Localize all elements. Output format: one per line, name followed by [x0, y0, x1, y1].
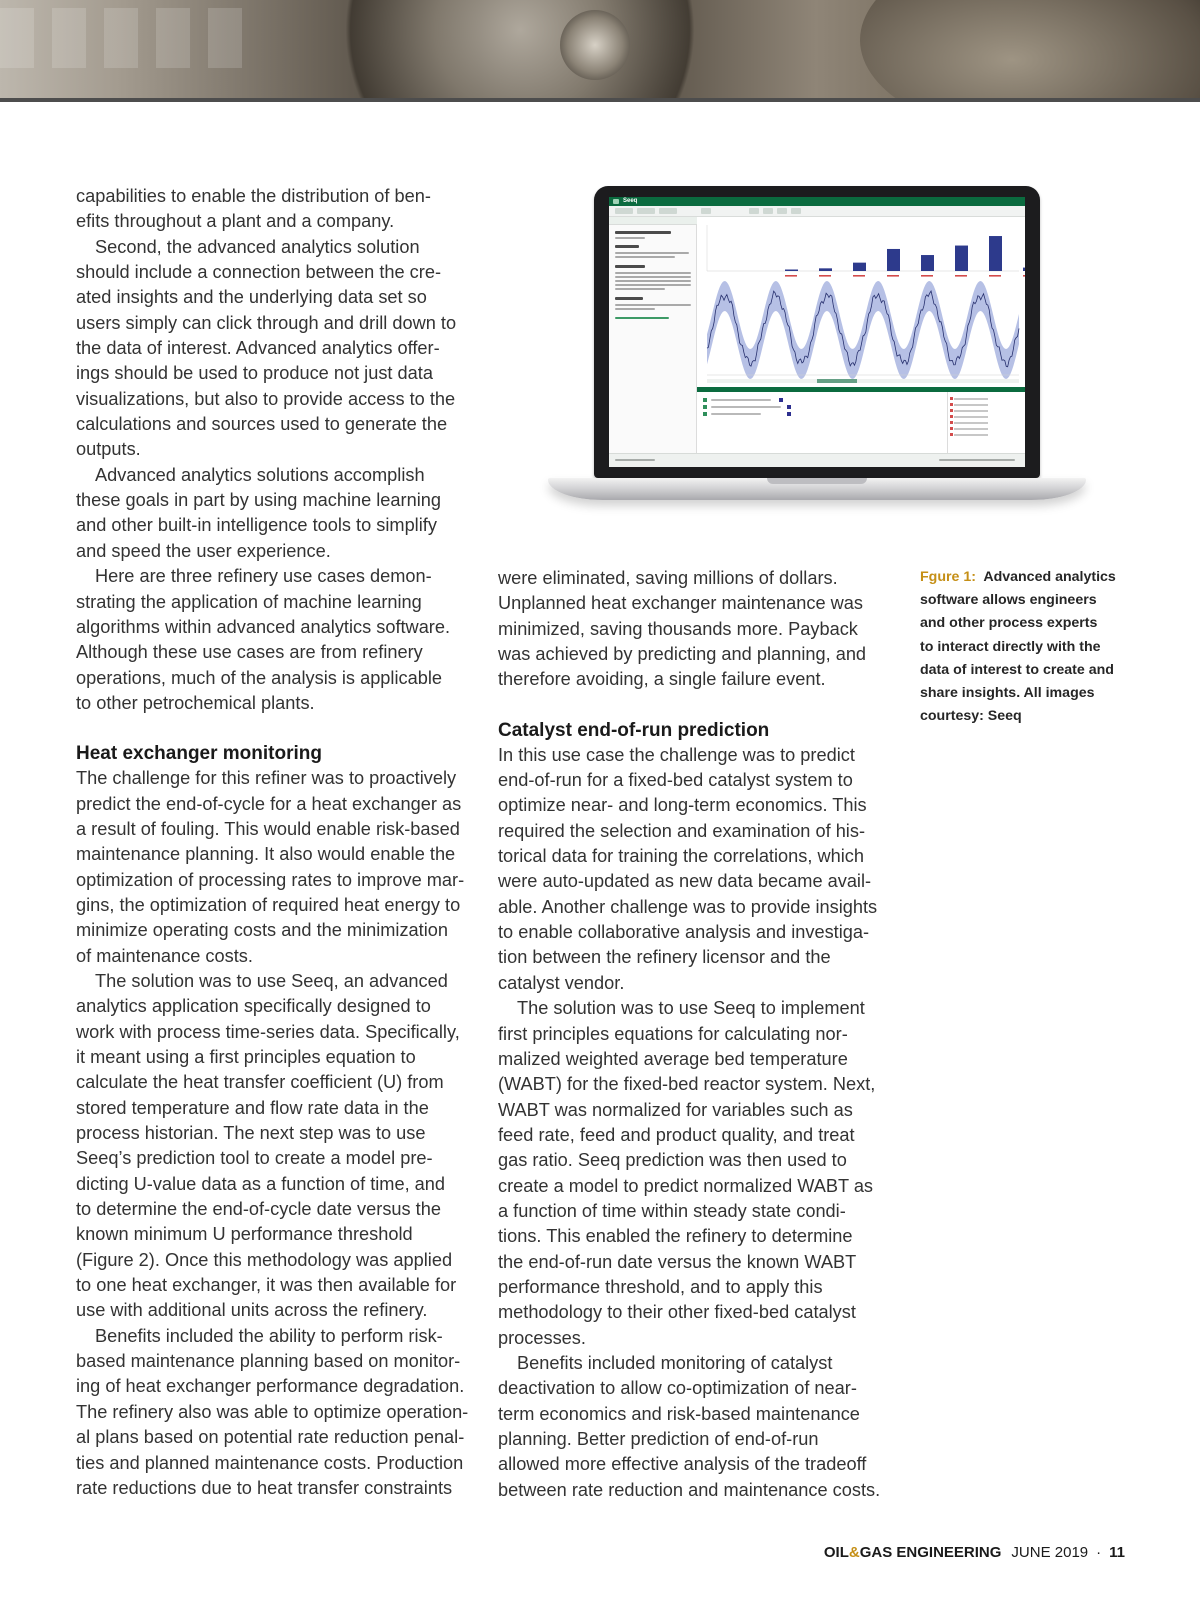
section-spacer: [76, 716, 476, 741]
intro-paragraph: [76, 184, 476, 235]
text-line: between rate reduction and maintenance costs.: [498, 1479, 881, 1500]
text-line: ings should be used to produce not just data: [76, 363, 433, 384]
text-line: to other petrochemical plants.: [76, 692, 315, 713]
text-line: tions. This enabled the refinery to determine: [498, 1226, 853, 1247]
status-text: [615, 459, 655, 461]
page-number: 11: [1109, 1544, 1125, 1561]
text-line: performance threshold, and to apply this: [498, 1276, 823, 1297]
journal-pane: [609, 225, 697, 453]
text-line: efits throughout a plant and a company.: [76, 211, 395, 232]
laptop-notch: [767, 478, 867, 484]
signal-checkbox: [703, 398, 707, 402]
capsule-item: [954, 398, 988, 400]
catalyst-benefits-paragraph: [498, 1351, 898, 1503]
text-line: Benefits included monitoring of catalyst: [517, 1352, 833, 1373]
capsule-item: [954, 404, 988, 406]
text-line: processes.: [498, 1327, 586, 1348]
text-line: ing of heat exchanger performance degradation.: [76, 1376, 465, 1397]
text-line: predict the end-of-cycle for a heat exchanger as: [76, 793, 462, 814]
article-column-left: [76, 184, 476, 1501]
journal-tabs: [609, 217, 697, 225]
app-statusbar: [609, 453, 1025, 467]
banner-machine-housing: [860, 0, 1200, 102]
text-line: process historian. The next step was to use: [76, 1123, 426, 1144]
publication-name-left: OIL: [823, 1544, 849, 1561]
journal-text-line: [615, 272, 691, 274]
caption-text: Advanced analytics: [983, 569, 1116, 585]
text-line: create a model to predict normalized WABT as: [498, 1175, 874, 1196]
issue-date: JUNE 2019: [1011, 1544, 1089, 1561]
text-line: (WABT) for the fixed-bed reactor system. Next,: [498, 1074, 876, 1095]
bar-mark: [1023, 268, 1025, 271]
catalyst-solution-paragraph: [498, 996, 898, 1351]
journal-text-line: [615, 252, 689, 254]
text-line: able. Another challenge was to provide insights: [498, 896, 878, 917]
journal-text-line: [615, 308, 655, 310]
text-line: was achieved by predicting and planning, and: [498, 644, 867, 665]
bar-mark: [785, 270, 798, 272]
capsule-marker: [950, 409, 953, 412]
text-line: algorithms within advanced analytics software.: [76, 616, 451, 637]
toolbar-button: [701, 208, 711, 214]
caption-line: software allows engineers: [920, 592, 1097, 609]
signal-color-swatch: [779, 398, 783, 402]
caption-line: share insights. All images: [920, 685, 1095, 702]
text-line: use with additional units across the refinery.: [76, 1300, 428, 1321]
text-line: to one heat exchanger, it was then available for: [76, 1275, 457, 1296]
text-line: The refinery also was able to optimize operation-: [76, 1401, 469, 1422]
toolbar-button: [777, 208, 787, 214]
journal-text-line: [615, 304, 691, 306]
text-line: outputs.: [76, 439, 141, 460]
caption-line: data of interest to create and: [920, 661, 1114, 678]
text-line: work with process time-series data. Specifically,: [76, 1021, 460, 1042]
text-line: Although these use cases are from refinery: [76, 642, 423, 663]
text-line: strating the application of machine learning: [76, 591, 422, 612]
capsule-marker: [950, 397, 953, 400]
text-line: The challenge for this refiner was to proactively: [76, 768, 457, 789]
capsule-mark: [989, 275, 1001, 277]
capsule-item: [954, 416, 988, 418]
toolbar-button: [659, 208, 677, 214]
text-line: allowed more effective analysis of the tradeoff: [498, 1454, 867, 1475]
journal-text-line: [615, 256, 675, 258]
text-line: methodology to their other fixed-bed catalyst: [498, 1302, 856, 1323]
capsule-item: [954, 428, 988, 430]
text-line: were eliminated, saving millions of dollars.: [498, 568, 838, 588]
text-line: deactivation to allow co-optimization of near-: [498, 1378, 857, 1399]
second-requirement-paragraph: [76, 235, 476, 463]
text-line: feed rate, feed and product quality, and treat: [498, 1124, 855, 1145]
banner-machine-flange: [330, 0, 710, 102]
text-line: maintenance planning. It also would enable the: [76, 844, 456, 865]
continued-paragraph: [498, 566, 898, 693]
caption-line: and other process experts: [920, 615, 1098, 632]
capsule-mark: [887, 275, 899, 277]
text-line: visualizations, but also to provide access to the: [76, 388, 456, 409]
text-line: Advanced analytics solutions accomplish: [95, 464, 425, 485]
banner-bottom-rule: [0, 98, 1200, 102]
text-line: torical data for training the correlations, which: [498, 846, 864, 867]
text-line: required the selection and examination of his-: [498, 820, 866, 841]
bar-mark: [887, 249, 900, 271]
capsule-marker: [950, 415, 953, 418]
text-line: term economics and risk-based maintenance: [498, 1403, 860, 1424]
capsule-item: [954, 422, 988, 424]
toolbar-button: [763, 208, 773, 214]
trend-chart-svg: [697, 217, 1025, 387]
text-line: known minimum U performance threshold: [76, 1224, 413, 1245]
text-line: and other built-in intelligence tools to simplify: [76, 515, 437, 536]
text-line: analytics application specifically designed to: [76, 996, 431, 1017]
figure-caption: [920, 566, 1130, 728]
text-line: (Figure 2). Once this methodology was applied: [76, 1249, 453, 1270]
article-column-right: [498, 566, 898, 1503]
figure-laptop-screenshot: [548, 186, 1086, 516]
bar-mark: [989, 236, 1002, 271]
text-line: WABT was normalized for variables such as: [498, 1099, 853, 1120]
text-line: The solution was to use Seeq to implement: [517, 998, 865, 1019]
capsule-item: [954, 434, 988, 436]
text-line: should include a connection between the cre-: [76, 262, 442, 283]
text-line: Second, the advanced analytics solution: [95, 236, 420, 257]
laptop-lid: [594, 186, 1040, 478]
catalyst-challenge-paragraph: [498, 743, 898, 996]
signal-color-swatch: [787, 412, 791, 416]
text-line: capabilities to enable the distribution of ben-: [76, 186, 431, 206]
heat-solution-paragraph: [76, 969, 476, 1324]
seeq-logo-icon: [613, 199, 619, 204]
journal-heading-line: [615, 297, 643, 300]
text-line: users simply can click through and drill down to: [76, 312, 457, 333]
text-line: minimize operating costs and the minimization: [76, 920, 449, 941]
text-line: dicting U-value data as a function of time, and: [76, 1173, 446, 1194]
publication-name: [824, 1544, 1002, 1561]
text-line: ated insights and the underlying data set so: [76, 287, 427, 308]
app-name: Seeq: [623, 198, 638, 204]
signal-row: [711, 406, 781, 408]
toolbar-button: [615, 208, 633, 214]
signal-row: [711, 399, 771, 401]
text-line: al plans based on potential rate reduction penal-: [76, 1427, 465, 1448]
journal-heading-line: [615, 265, 645, 268]
text-line: therefore avoiding, a single failure event.: [498, 669, 826, 690]
text-line: to determine the end-of-cycle date versus the: [76, 1199, 441, 1220]
text-line: tion between the refinery licensor and the: [498, 947, 831, 968]
text-line: and speed the user experience.: [76, 540, 331, 561]
heading-catalyst-end-of-run: Catalyst end-of-run prediction: [498, 719, 770, 741]
toolbar-button: [637, 208, 655, 214]
text-line: ties and planned maintenance costs. Production: [76, 1452, 464, 1473]
time-range-thumb: [817, 379, 857, 383]
text-line: optimize near- and long-term economics. This: [498, 795, 867, 816]
text-line: Unplanned heat exchanger maintenance was: [498, 593, 864, 614]
text-line: end-of-run for a fixed-bed catalyst system to: [498, 770, 853, 791]
details-pane: [697, 392, 1025, 453]
toolbar-button: [749, 208, 759, 214]
bar-mark: [955, 246, 968, 271]
text-line: malized weighted average bed temperature: [498, 1048, 848, 1069]
journal-link-line: [615, 317, 669, 319]
capsule-mark: [1023, 275, 1025, 277]
text-line: gins, the optimization of required heat energy to: [76, 894, 461, 915]
app-titlebar: [609, 197, 1025, 206]
toolbar-button: [791, 208, 801, 214]
laptop-screen: [609, 197, 1025, 467]
signal-color-swatch: [787, 405, 791, 409]
journal-heading-line: [615, 245, 639, 248]
text-line: catalyst vendor.: [498, 972, 625, 993]
text-line: Benefits included the ability to perform risk-: [95, 1325, 443, 1346]
text-line: calculations and sources used to generate the: [76, 414, 448, 435]
text-line: to enable collaborative analysis and investiga-: [498, 922, 870, 943]
bar-mark: [921, 255, 934, 271]
text-line: Here are three refinery use cases demon-: [95, 566, 432, 587]
figure-label: Fgure 1:: [920, 569, 976, 585]
text-line: a function of time within steady state condi-: [498, 1200, 846, 1221]
text-line: these goals in part by using machine learning: [76, 490, 441, 511]
capsules-pane: [947, 392, 1025, 453]
heat-challenge-paragraph: [76, 766, 476, 969]
text-line: the end-of-run date versus the known WABT: [498, 1251, 857, 1272]
signal-checkbox: [703, 412, 707, 416]
text-line: first principles equations for calculating nor-: [498, 1023, 848, 1044]
capsule-mark: [785, 275, 797, 277]
footer-separator: ·: [1096, 1544, 1102, 1561]
status-text: [939, 459, 1015, 461]
publication-name-right: GAS ENGINEERING: [859, 1544, 1002, 1561]
text-line: In this use case the challenge was to predict: [498, 744, 855, 765]
text-line: operations, much of the analysis is applicable: [76, 667, 442, 688]
text-line: calculate the heat transfer coefficient (U) from: [76, 1072, 444, 1093]
header-photo-banner: [0, 0, 1200, 102]
text-line: the data of interest. Advanced analytics offer-: [76, 338, 440, 359]
trend-chart-area: [697, 217, 1025, 387]
capsule-mark: [853, 275, 865, 277]
capsule-marker: [950, 427, 953, 430]
journal-text-line: [615, 284, 691, 286]
journal-text-line: [615, 280, 691, 282]
bar-mark: [819, 268, 832, 271]
heat-benefits-paragraph: [76, 1324, 476, 1501]
caption-line: courtesy: Seeq: [920, 708, 1022, 725]
banner-machine-hub: [560, 10, 630, 80]
journal-title-line: [615, 231, 671, 234]
publication-ampersand: &: [848, 1544, 860, 1561]
text-line: The solution was to use Seeq, an advanced: [95, 970, 448, 991]
journal-text-line: [615, 237, 645, 239]
time-range-bar: [707, 379, 1019, 383]
signal-row: [711, 413, 761, 415]
signal-checkbox: [703, 405, 707, 409]
page-footer: [824, 1544, 1125, 1561]
text-line: Seeq’s prediction tool to create a model pre-: [76, 1148, 433, 1169]
text-line: optimization of processing rates to improve mar-: [76, 869, 465, 890]
text-line: minimized, saving thousands more. Payback: [498, 618, 858, 639]
text-line: rate reductions due to heat transfer constraints: [76, 1477, 453, 1498]
text-line: were auto-updated as new data became avail-: [498, 871, 872, 892]
capsule-mark: [955, 275, 967, 277]
capsule-item: [954, 410, 988, 412]
journal-text-line: [615, 288, 665, 290]
banner-background-windows: [0, 8, 250, 68]
app-toolbar: [609, 206, 1025, 217]
caption-line-1: [920, 566, 1130, 589]
text-line: planning. Better prediction of end-of-run: [498, 1429, 819, 1449]
bar-mark: [853, 263, 866, 271]
capsule-marker: [950, 433, 953, 436]
capsule-marker: [950, 421, 953, 424]
capsule-marker: [950, 403, 953, 406]
text-line: it meant using a first principles equation to: [76, 1047, 416, 1067]
text-line: of maintenance costs.: [76, 945, 253, 966]
section-spacer: [498, 693, 898, 718]
heading-heat-exchanger-monitoring: Heat exchanger monitoring: [76, 743, 322, 765]
text-line: gas ratio. Seeq prediction was then used to: [498, 1150, 847, 1171]
goals-paragraph: [76, 463, 476, 564]
trend-band: [707, 281, 1019, 379]
journal-text-line: [615, 276, 691, 278]
use-cases-paragraph: [76, 564, 476, 716]
caption-line: to interact directly with the: [920, 638, 1101, 655]
capsule-mark: [921, 275, 933, 277]
text-line: stored temperature and flow rate data in the: [76, 1097, 429, 1118]
text-line: based maintenance planning based on monitor-: [76, 1351, 461, 1372]
text-line: a result of fouling. This would enable risk-based: [76, 818, 460, 839]
capsule-mark: [819, 275, 831, 277]
